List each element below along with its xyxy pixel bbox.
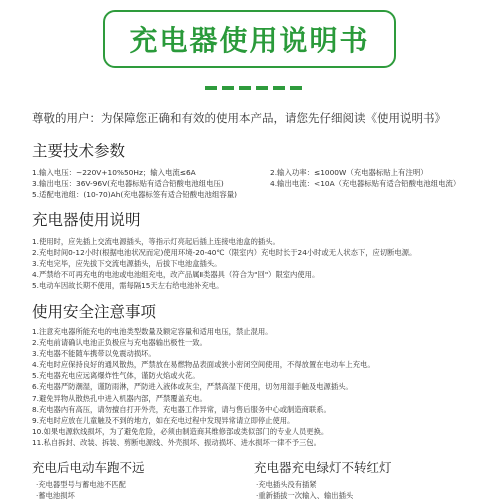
- safety-list: [32, 326, 472, 448]
- tech-heading: 主要技术参数: [32, 142, 126, 160]
- usage-item: 4.严禁给不可再充电的电池或电池组充电，改产品属Ⅱ类器具（符合为"回"）限室内使用。: [32, 270, 320, 280]
- safety-item: 4.充电时应保持良好的通风散热，严禁放在易燃物品表面或狭小密闭空间使用，不得放置在电动车上充电。: [32, 360, 375, 370]
- faq-left-item: ·充电器型号与蓄电池不匹配: [36, 480, 126, 489]
- tech-spec-item: 5.适配电池组：(10-70)Ah(充电器标签有适合铅酸电池组容量): [32, 190, 238, 200]
- faq-left-list: [36, 480, 126, 501]
- tech-spec-item: 4.输出电流：<10A（充电器标贴有适合铅酸电池组电流）: [270, 179, 461, 189]
- title-box: [103, 10, 396, 68]
- faq-right-heading: 充电器充电绿灯不转红灯: [254, 460, 392, 475]
- faq-right-list: [256, 480, 353, 501]
- usage-item: 3.充电完毕，应先拔下交流电源插头，后拔下电池盒插头。: [32, 259, 222, 269]
- usage-item: 5.电动车因故长期不使用，需每隔15天左右给电池补充电。: [32, 281, 224, 291]
- usage-list: [32, 236, 472, 291]
- safety-item: 9.充电时应放在儿童触及不到的地方，如在充电过程中发现异常请立即停止使用。: [32, 415, 295, 425]
- tech-row: [32, 167, 472, 178]
- safety-item: 11.私自拆封、改装、拆装、剪断电源线、外壳损坏、振动损坏、进水损坏一律不予三包。: [32, 437, 321, 447]
- tech-spec-item: 2.输入功率：≤1000W（充电器标贴上有注明）: [270, 168, 428, 177]
- usage-item: 2.充电时间0-12小时(根据电池状况而定)使用环境-20-40℃（限室内）充电时长于24小时或无人状态下，应切断电源。: [32, 248, 417, 258]
- faq-right-item: ·重新插拔一次输入、输出插头: [256, 490, 354, 500]
- safety-item: 6.充电器严防潮湿，谨防雨淋，严防进入液体或灰尘，严禁高湿下使用，切勿用湿手触及电源插头。: [32, 382, 353, 392]
- safety-heading: 使用安全注意事项: [32, 303, 157, 321]
- tech-spec-item: 3.输出电压：36V-96V(充电器标贴有适合铅酸电池组电压): [32, 179, 224, 189]
- tech-specs: [32, 167, 472, 201]
- safety-item: 1.注意充电器所能充电的电池类型数量及额定容量和适用电压，禁止混用。: [32, 327, 273, 336]
- usage-heading: 充电器使用说明: [32, 211, 141, 229]
- tech-spec-item: 1.输入电压：~220V+10%50Hz；输入电流≤6A: [32, 168, 196, 177]
- safety-item: 8.充电器内有高压，请勿擅自打开外壳，充电器工作异常，请与售后服务中心或制造商联系。: [32, 404, 331, 414]
- document-title: 充电器使用说明书: [129, 24, 370, 57]
- faq-left-item: ·蓄电池损坏: [36, 490, 75, 500]
- usage-item: 1.使用时，应先插上交流电源插头，等指示灯亮起后插上连接电池盒的插头。: [32, 237, 280, 246]
- safety-item: 2.充电前请确认电池正负极应与充电器输出极性一致。: [32, 338, 207, 348]
- safety-item: 5.充电器充电应远离爆炸性气体，谨防火焰或火花。: [32, 371, 200, 381]
- faq-right-item: ·充电插头没有插紧: [256, 480, 317, 489]
- intro-text: 尊敬的用户：为保障您正确和有效的使用本产品，请您先仔细阅读《使用说明书》: [32, 111, 446, 125]
- tech-row: [32, 189, 472, 200]
- decorative-dashes: [205, 86, 302, 90]
- safety-item: 10.如果电源软线损坏，为了避免危险，必须由制造商其维修部或类似部门的专业人员更换。: [32, 426, 329, 436]
- safety-item: 3.充电器不能随车携带以免震动损坏。: [32, 349, 156, 359]
- safety-item: 7.避免异物从散热孔中进入机器内部，严禁覆盖充电。: [32, 393, 207, 403]
- tech-row: [32, 178, 472, 189]
- faq-left-heading: 充电后电动车跑不远: [32, 460, 145, 475]
